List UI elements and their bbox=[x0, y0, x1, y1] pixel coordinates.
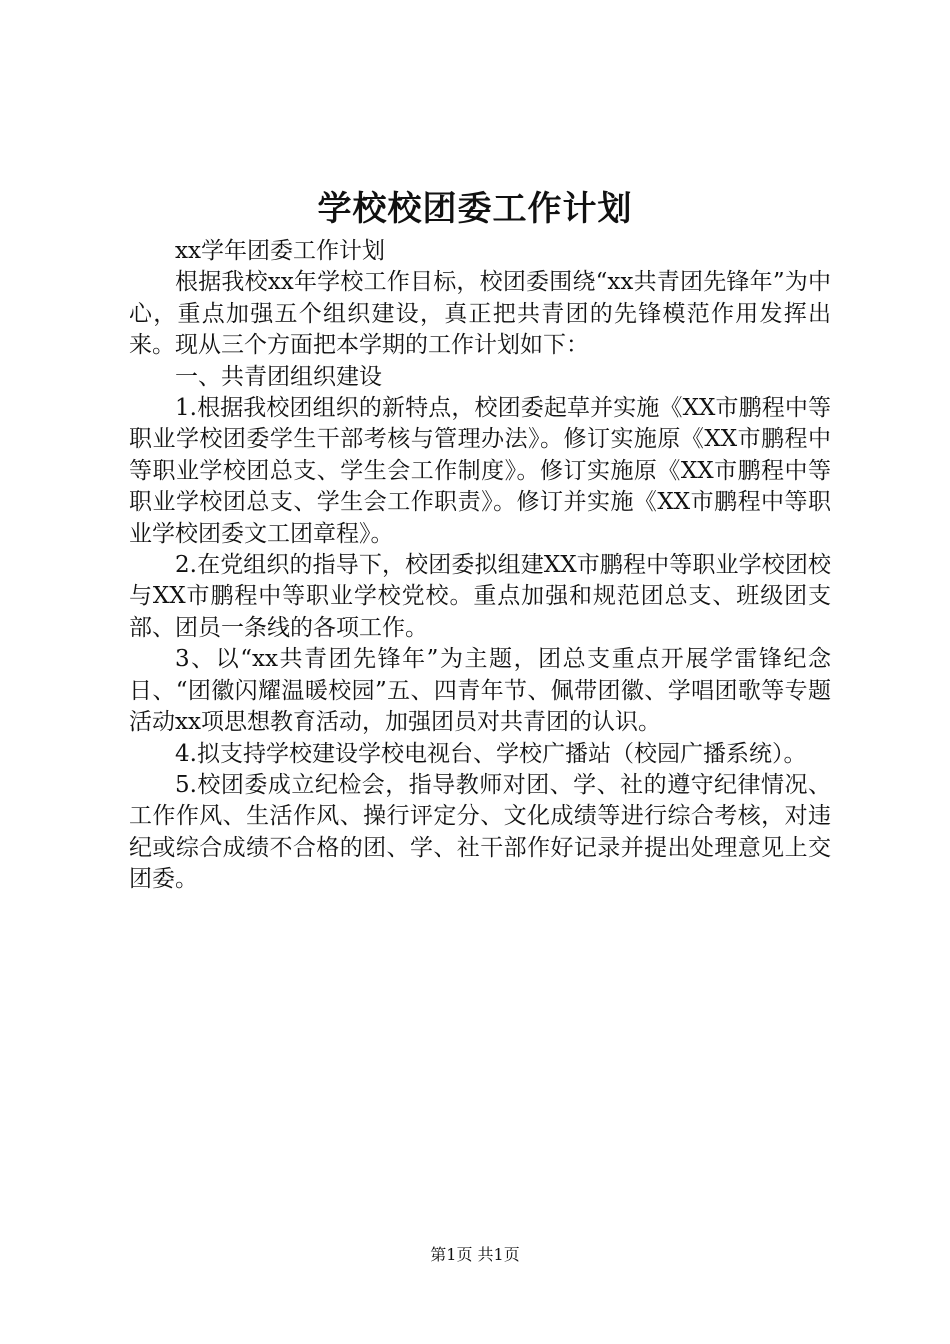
document-body bbox=[129, 236, 831, 896]
paragraph-item-5: 5.校团委成立纪检会，指导教师对团、学、社的遵守纪律情况、工作作风、生活作风、操行评定分、文化成绩等进行综合考核，对违纪或综合成绩不合格的团、学、社干部作好记录并提出处理意见上交团委。 bbox=[129, 771, 831, 893]
section-heading: 一、共青团组织建设 bbox=[175, 363, 382, 390]
paragraph-item-2: 2.在党组织的指导下，校团委拟组建XX市鹏程中等职业学校团校与XX市鹏程中等职业学校党校。重点加强和规范团总支、班级团支部、团员一条线的各项工作。 bbox=[129, 552, 831, 641]
paragraph-item-4: 4.拟支持学校建设学校电视台、学校广播站（校园广播系统）。 bbox=[175, 740, 807, 767]
document-title: 学校校团委工作计划 bbox=[317, 189, 633, 229]
paragraph-item-3: 3、以“xx共青团先锋年”为主题，团总支重点开展学雷锋纪念日、“团徽闪耀温暖校园”五、四青年节、佩带团徽、学唱团歌等专题活动xx项思想教育活动，加强团员对共青团的认识。 bbox=[129, 646, 831, 736]
paragraph-subtitle: xx学年团委工作计划 bbox=[175, 238, 385, 264]
paragraph-intro: 根据我校xx年学校工作目标，校团委围绕“xx共青团先锋年”为中心，重点加强五个组织建设，真正把共青团的先锋模范作用发挥出来。现从三个方面把本学期的工作计划如下： bbox=[129, 269, 831, 359]
page-number-footer: 第1页 共1页 bbox=[430, 1245, 520, 1264]
paragraph-item-1: 1.根据我校团组织的新特点，校团委起草并实施《XX市鹏程中等职业学校团委学生干部考核与管理办法》。修订实施原《XX市鹏程中等职业学校团总支、学生会工作制度》。修订实施原《XX市鹏程中等职业学校团总支、学生会工作职责》。修订并实施《XX市鹏程中等职业学校团委文工团章程》。 bbox=[129, 395, 831, 547]
